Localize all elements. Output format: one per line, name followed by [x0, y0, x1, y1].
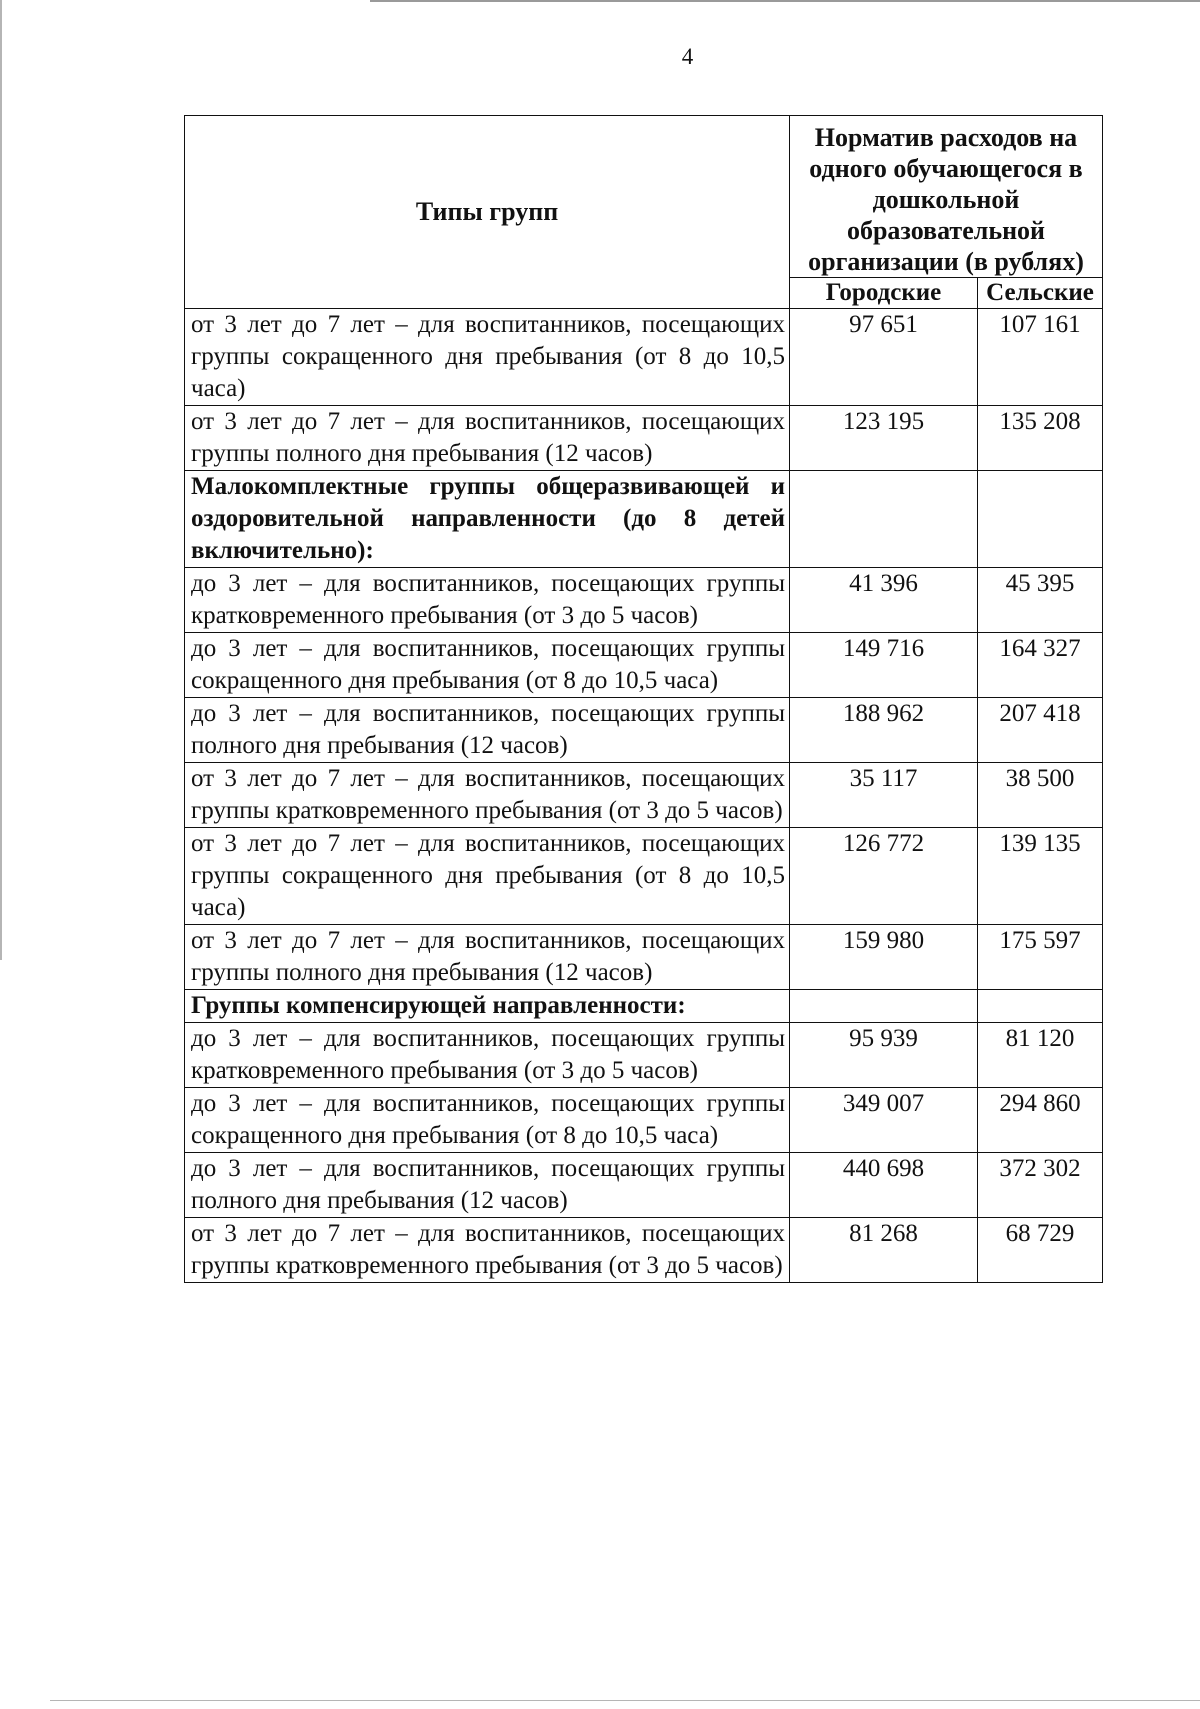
table-row [185, 698, 1103, 763]
scan-edge-top [370, 0, 1200, 2]
group-type-text: до 3 лет – для воспитанников, посещающих группы сокращенного дня пребывания (от 8 до 10,5 часа) [191, 635, 785, 694]
table-row [185, 309, 1103, 406]
rural-value-cell: 175 597 [978, 925, 1103, 990]
group-type-cell [185, 1153, 790, 1218]
group-type-text: от 3 лет до 7 лет – для воспитанников, посещающих группы сокращенного дня пребывания (от 8 до 10,5 часа) [191, 311, 785, 402]
urban-value-cell: 126 772 [790, 828, 978, 925]
rural-value-cell: 139 135 [978, 828, 1103, 925]
rural-value-cell: 164 327 [978, 633, 1103, 698]
group-type-cell [185, 1218, 790, 1283]
section-title [185, 471, 790, 568]
rural-value-cell: 38 500 [978, 763, 1103, 828]
urban-value-cell: 349 007 [790, 1088, 978, 1153]
table-row [185, 1088, 1103, 1153]
table-row [185, 828, 1103, 925]
table-row [185, 633, 1103, 698]
group-type-text: до 3 лет – для воспитанников, посещающих группы кратковременного пребывания (от 3 до 5 часов) [191, 1025, 785, 1084]
group-type-text: до 3 лет – для воспитанников, посещающих группы кратковременного пребывания (от 3 до 5 часов) [191, 570, 785, 629]
rural-value-cell: 81 120 [978, 1023, 1103, 1088]
rural-value-cell [978, 990, 1103, 1023]
column-header-norm: Норматив расходов на одного обучающегося в дошкольной образовательной организации (в рублях) [790, 116, 1103, 278]
group-type-cell [185, 1023, 790, 1088]
column-header-urban: Городские [790, 278, 978, 309]
group-type-cell [185, 633, 790, 698]
urban-value-cell: 81 268 [790, 1218, 978, 1283]
urban-value-cell [790, 471, 978, 568]
table-body [185, 309, 1103, 1283]
group-type-text: от 3 лет до 7 лет – для воспитанников, посещающих группы полного дня пребывания (12 часов) [191, 408, 785, 467]
urban-value-cell: 159 980 [790, 925, 978, 990]
urban-value-cell: 41 396 [790, 568, 978, 633]
group-type-text: от 3 лет до 7 лет – для воспитанников, посещающих группы сокращенного дня пребывания (от 8 до 10,5 часа) [191, 830, 785, 921]
rural-value-cell [978, 471, 1103, 568]
scan-edge-left [0, 0, 2, 960]
scan-edge-bottom [50, 1700, 1200, 1701]
rural-value-cell: 68 729 [978, 1218, 1103, 1283]
table-row [185, 925, 1103, 990]
rural-value-cell: 372 302 [978, 1153, 1103, 1218]
urban-value-cell: 440 698 [790, 1153, 978, 1218]
header-row [185, 116, 1103, 278]
table-row [185, 1218, 1103, 1283]
table-row [185, 406, 1103, 471]
group-type-text: от 3 лет до 7 лет – для воспитанников, посещающих группы кратковременного пребывания (от 3 до 5 часов) [191, 1220, 785, 1279]
column-header-types: Типы групп [185, 116, 790, 309]
urban-value-cell: 97 651 [790, 309, 978, 406]
section-title-text: Малокомплектные группы общеразвивающей и оздоровительной направленности (до 8 детей включительно): [191, 473, 785, 564]
table-row [185, 763, 1103, 828]
rural-value-cell: 107 161 [978, 309, 1103, 406]
group-type-cell [185, 698, 790, 763]
group-type-cell [185, 828, 790, 925]
urban-value-cell: 95 939 [790, 1023, 978, 1088]
table-row [185, 1023, 1103, 1088]
section-title-text: Группы компенсирующей направленности: [191, 992, 686, 1019]
urban-value-cell: 123 195 [790, 406, 978, 471]
column-header-rural: Сельские [978, 278, 1103, 309]
norms-table [184, 115, 1103, 1283]
table-row [185, 1153, 1103, 1218]
section-row [185, 990, 1103, 1023]
group-type-cell [185, 1088, 790, 1153]
group-type-text: до 3 лет – для воспитанников, посещающих группы полного дня пребывания (12 часов) [191, 1155, 785, 1214]
group-type-text: от 3 лет до 7 лет – для воспитанников, посещающих группы кратковременного пребывания (от 3 до 5 часов) [191, 765, 785, 824]
section-row [185, 471, 1103, 568]
rural-value-cell: 294 860 [978, 1088, 1103, 1153]
urban-value-cell: 35 117 [790, 763, 978, 828]
rural-value-cell: 45 395 [978, 568, 1103, 633]
group-type-text: от 3 лет до 7 лет – для воспитанников, посещающих группы полного дня пребывания (12 часов) [191, 927, 785, 986]
group-type-text: до 3 лет – для воспитанников, посещающих группы полного дня пребывания (12 часов) [191, 700, 785, 759]
group-type-cell [185, 406, 790, 471]
group-type-cell [185, 763, 790, 828]
group-type-cell [185, 925, 790, 990]
table-row [185, 568, 1103, 633]
group-type-cell [185, 568, 790, 633]
rural-value-cell: 207 418 [978, 698, 1103, 763]
rural-value-cell: 135 208 [978, 406, 1103, 471]
group-type-text: до 3 лет – для воспитанников, посещающих группы сокращенного дня пребывания (от 8 до 10,5 часа) [191, 1090, 785, 1149]
section-title [185, 990, 790, 1023]
page-number: 4 [681, 44, 694, 69]
group-type-cell [185, 309, 790, 406]
urban-value-cell: 149 716 [790, 633, 978, 698]
urban-value-cell [790, 990, 978, 1023]
urban-value-cell: 188 962 [790, 698, 978, 763]
